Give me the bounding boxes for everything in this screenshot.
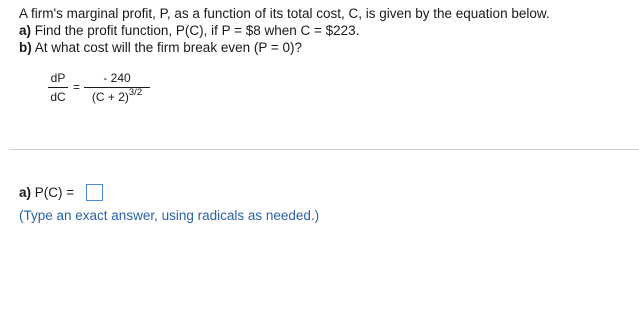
section-divider xyxy=(9,149,639,150)
answer-part-label: a) xyxy=(19,185,32,200)
lhs-denominator: dC xyxy=(50,90,66,104)
rhs-denominator-exponent: 3/2 xyxy=(128,87,143,98)
rhs-denominator-base: (C + 2) xyxy=(91,90,129,104)
question-intro: A firm's marginal profit, P, as a function of its total cost, C, is given by the equation below. xyxy=(19,6,550,21)
part-b-prompt xyxy=(19,40,302,56)
part-b-label: b) xyxy=(19,40,32,55)
part-a-label: a) xyxy=(19,23,32,38)
part-a-text: Find the profit function, P(C), if P = $8 when C = $223. xyxy=(31,23,360,38)
answer-label-text: P(C) = xyxy=(31,185,75,200)
lhs-fraction xyxy=(48,71,68,104)
rhs-numerator: - 240 xyxy=(103,71,131,85)
part-a-prompt xyxy=(19,23,359,39)
answer-label xyxy=(19,185,74,201)
answer-hint: (Type an exact answer, using radicals as needed.) xyxy=(19,208,320,223)
fraction-bar xyxy=(48,87,68,88)
part-b-text: At what cost will the firm break even (P = 0)? xyxy=(31,40,302,55)
rhs-fraction xyxy=(84,71,150,104)
equals-sign: = xyxy=(73,80,81,94)
lhs-numerator: dP xyxy=(50,71,66,85)
rhs-denominator xyxy=(84,87,150,104)
answer-input[interactable] xyxy=(86,184,103,201)
